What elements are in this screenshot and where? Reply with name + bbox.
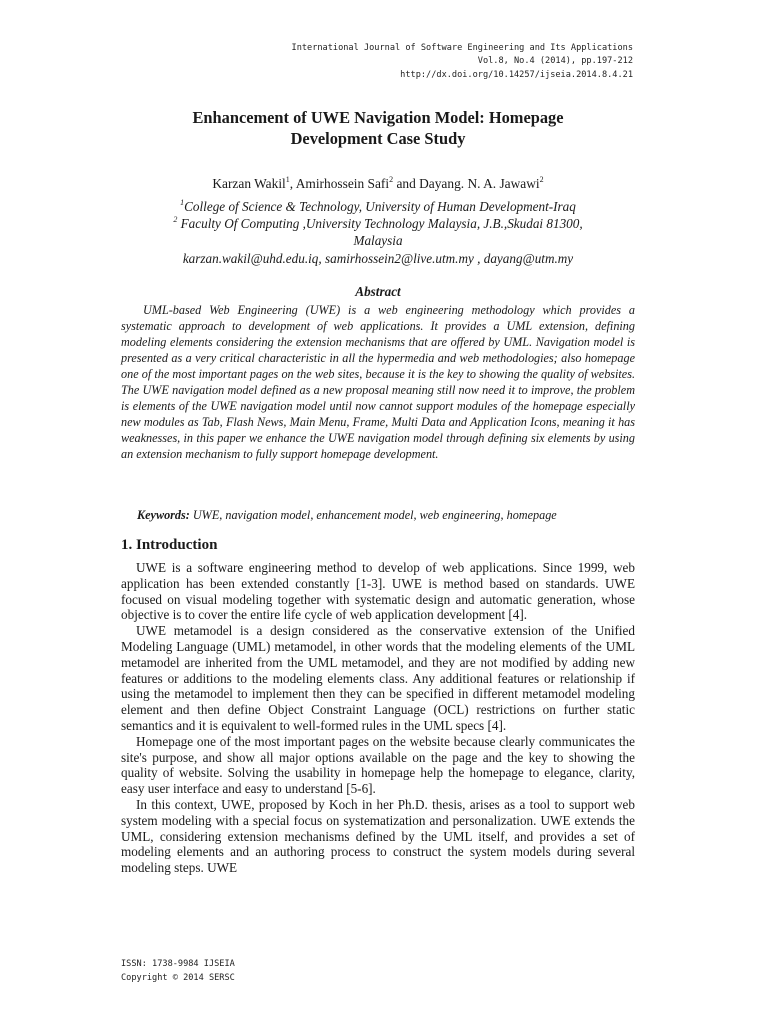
author-name: Dayang. N. A. Jawawi — [419, 176, 540, 191]
section-heading: 1. Introduction — [121, 537, 218, 553]
page-footer — [121, 958, 235, 985]
abstract-heading: Abstract — [355, 284, 401, 299]
affil-sup-2: 2 — [173, 215, 178, 225]
author-affil-sup: 2 — [389, 175, 394, 184]
keywords — [137, 508, 557, 523]
affil-sup-1: 1 — [180, 198, 185, 207]
keywords-label: Keywords: — [137, 508, 190, 522]
title-line-2: Development Case Study — [290, 129, 466, 148]
author-affil-sup: 2 — [539, 175, 544, 184]
journal-header — [292, 42, 633, 82]
issn: ISSN: 1738-9984 IJSEIA — [121, 959, 235, 969]
affil-text-1: College of Science & Technology, University of Human Development-Iraq — [184, 199, 576, 214]
author-separator: and — [393, 176, 420, 191]
body-paragraph: In this context, UWE, proposed by Koch in her Ph.D. thesis, arises as a tool to support web system modeling with a special focus on systematization and personalization. UWE extends the UML, considering extension mechanisms defined by the UML itself, and provides a set of modeling elements and an authoring process to construct the system models during several modeling steps. UWE — [121, 796, 635, 876]
keywords-text: UWE, navigation model, enhancement model, web engineering, homepage — [189, 508, 557, 522]
affil-text-2: Faculty Of Computing ,University Technology Malaysia, J.B.,Skudai 81300, — [177, 216, 583, 232]
abstract-text: UML-based Web Engineering (UWE) is a web engineering methodology which provides a systematic approach to development of web applications. It provides a UML extension, defining modeling elements considering the extension mechanisms that are offered by UML. Navigation model is presented as a very critical characteristic in all the hypermedia and web methodologies; also homepage one of the most important pages on the web sites, because it is the key to showing the quality of websites. The UWE navigation model defined as a new proposal meaning still now need it to improve, the problem is elements of the UWE navigation model until now cannot support modules of the homepage especially new modules as Tab, Flash News, Main Menu, Frame, Multi Data and Application Icons, meaning it has weaknesses, in this paper we enhance the UWE navigation model through defining six elements by using an extension mechanism to fully support homepage development. — [121, 303, 635, 461]
body-paragraph: UWE metamodel is a design considered as the conservative extension of the Unified Modeling Language (UML) metamodel, in other words that the modeling elements of the UML metamodel are inherited from the UML metamodel, and they are not modified by adding new features or additions to the modeling elements class. Any additional features or relationship if using the metamodel to implement then they can be specified in different metamodel modeling element and then define Object Constraint Language (OCL) restrictions on further static semantics and it is equivalent to well-formed rules in the UML specs [4]. — [121, 623, 635, 733]
copyright: Copyright © 2014 SERSC — [121, 972, 235, 983]
journal-name: International Journal of Software Engineering and Its Applications — [291, 43, 633, 53]
journal-volume: Vol.8, No.4 (2014), pp.197-212 — [477, 56, 633, 67]
author-separator: , — [289, 176, 296, 191]
paper-title — [100, 107, 656, 149]
title-line-1: Enhancement of UWE Navigation Model: Homepage — [192, 108, 564, 127]
affiliation-1 — [100, 198, 656, 215]
doi-link[interactable]: http://dx.doi.org/10.14257/ijseia.2014.8.4.21 — [400, 69, 633, 80]
author-name: Amirhossein Safi — [295, 176, 390, 191]
author-affil-sup: 1 — [285, 175, 290, 184]
author-list — [100, 175, 656, 193]
author-emails: karzan.wakil@uhd.edu.iq, samirhossein2@live.utm.my , dayang@utm.my — [182, 250, 574, 266]
body-paragraph: UWE is a software engineering method to develop of web applications. Since 1999, web application has been extended constantly [1-3]. UWE is method based on standards. UWE focused on visual modeling together with systematic design and automatic generation, whose objective is to cover the entire life cycle of web application development [4]. — [121, 560, 635, 623]
author-name: Karzan Wakil — [212, 176, 286, 191]
section-body — [121, 560, 635, 876]
affiliation-2 — [100, 215, 656, 232]
body-paragraph: Homepage one of the most important pages on the website because clearly communicates the site's purpose, and show all major options available on the page and the key to showing the quality of website. Solving the usability in homepage help the homepage to elegance, clarity, easy user interface and easy to understand [5-6]. — [121, 733, 635, 797]
affiliations — [100, 198, 656, 267]
affiliation-country: Malaysia — [353, 233, 403, 249]
